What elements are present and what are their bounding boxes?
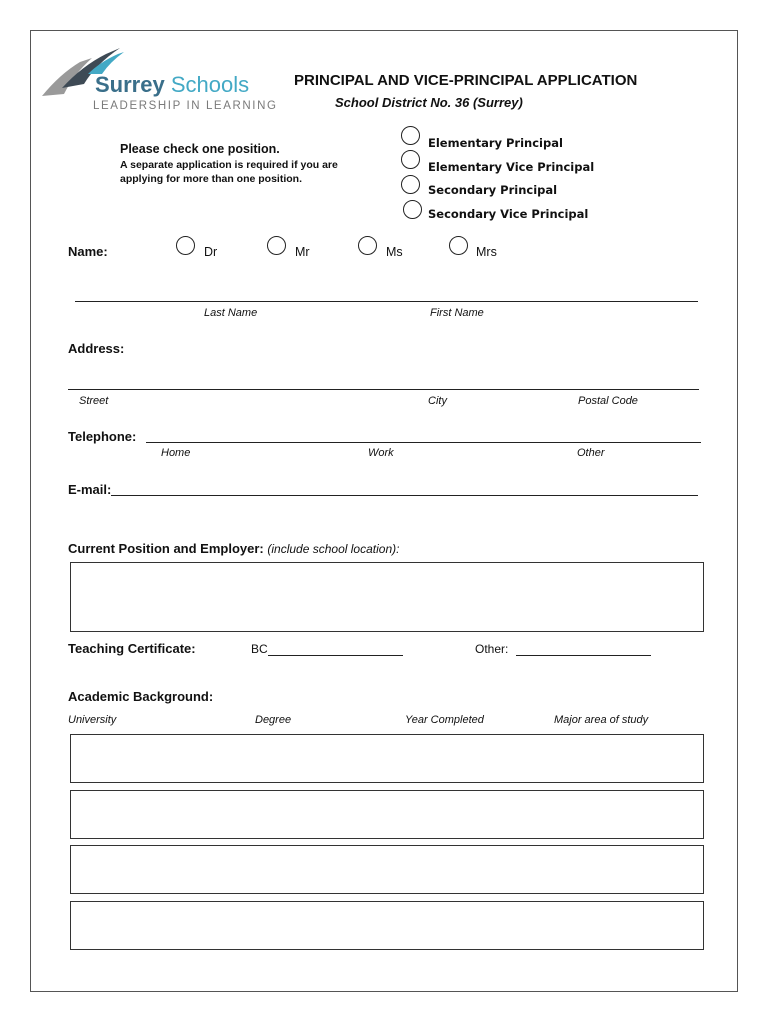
work-phone-hint: Work bbox=[368, 447, 394, 459]
col-university: University bbox=[68, 714, 117, 726]
radio-elementary-principal[interactable] bbox=[401, 126, 420, 145]
option-secondary-vice-principal: Secondary Vice Principal bbox=[428, 207, 589, 221]
home-phone-hint: Home bbox=[161, 447, 191, 459]
title-mrs: Mrs bbox=[476, 245, 497, 259]
logo-name-part1: Surrey bbox=[95, 72, 165, 97]
option-secondary-principal: Secondary Principal bbox=[428, 183, 558, 197]
surrey-schools-logo bbox=[40, 44, 280, 114]
email-input-line[interactable] bbox=[111, 495, 698, 496]
other-certificate-label: Other: bbox=[475, 642, 509, 656]
city-hint: City bbox=[428, 395, 447, 407]
form-subtitle: School District No. 36 (Surrey) bbox=[335, 95, 523, 110]
logo-name bbox=[95, 72, 249, 98]
academic-background-label: Academic Background: bbox=[68, 689, 214, 704]
last-name-hint: Last Name bbox=[204, 307, 258, 319]
academic-entry-box-3[interactable] bbox=[70, 845, 704, 894]
name-input-line[interactable] bbox=[75, 301, 698, 302]
radio-secondary-vice-principal[interactable] bbox=[403, 200, 422, 219]
col-major-area: Major area of study bbox=[554, 714, 649, 726]
street-hint: Street bbox=[79, 395, 109, 407]
radio-secondary-principal[interactable] bbox=[401, 175, 420, 194]
postal-code-hint: Postal Code bbox=[578, 395, 638, 407]
position-instruction: Please check one position. bbox=[120, 142, 280, 156]
col-year-completed: Year Completed bbox=[405, 714, 484, 726]
option-elementary-principal: Elementary Principal bbox=[428, 136, 563, 150]
academic-entry-box-1[interactable] bbox=[70, 734, 704, 783]
current-position-hint: (include school location): bbox=[267, 542, 400, 556]
title-ms: Ms bbox=[386, 245, 403, 259]
bc-certificate-label: BC bbox=[251, 642, 268, 656]
bc-certificate-input-line[interactable] bbox=[268, 655, 403, 656]
radio-mr[interactable] bbox=[267, 236, 286, 255]
col-degree: Degree bbox=[255, 714, 292, 726]
address-label: Address: bbox=[68, 341, 125, 356]
radio-elementary-vice-principal[interactable] bbox=[401, 150, 420, 169]
academic-entry-box-4[interactable] bbox=[70, 901, 704, 950]
radio-ms[interactable] bbox=[358, 236, 377, 255]
radio-dr[interactable] bbox=[176, 236, 195, 255]
teaching-certificate-label: Teaching Certificate: bbox=[68, 641, 196, 656]
logo-name-part2: Schools bbox=[164, 72, 250, 97]
option-elementary-vice-principal: Elementary Vice Principal bbox=[428, 160, 595, 174]
other-phone-hint: Other bbox=[577, 447, 605, 459]
telephone-label: Telephone: bbox=[68, 429, 137, 444]
logo-tagline: LEADERSHIP IN LEARNING bbox=[93, 100, 278, 112]
telephone-input-line[interactable] bbox=[146, 442, 701, 443]
name-label: Name: bbox=[68, 244, 108, 259]
radio-mrs[interactable] bbox=[449, 236, 468, 255]
current-position-label bbox=[68, 541, 399, 556]
current-position-label-text: Current Position and Employer: bbox=[68, 541, 264, 556]
other-certificate-input-line[interactable] bbox=[516, 655, 651, 656]
email-label: E-mail: bbox=[68, 482, 112, 497]
academic-entry-box-2[interactable] bbox=[70, 790, 704, 839]
position-note: A separate application is required if you are applying for more than one position. bbox=[120, 159, 338, 185]
current-position-input-box[interactable] bbox=[70, 562, 704, 632]
form-title: PRINCIPAL AND VICE-PRINCIPAL APPLICATION bbox=[294, 72, 638, 89]
address-input-line[interactable] bbox=[68, 389, 699, 390]
title-mr: Mr bbox=[295, 245, 310, 259]
title-dr: Dr bbox=[204, 245, 218, 259]
first-name-hint: First Name bbox=[430, 307, 484, 319]
